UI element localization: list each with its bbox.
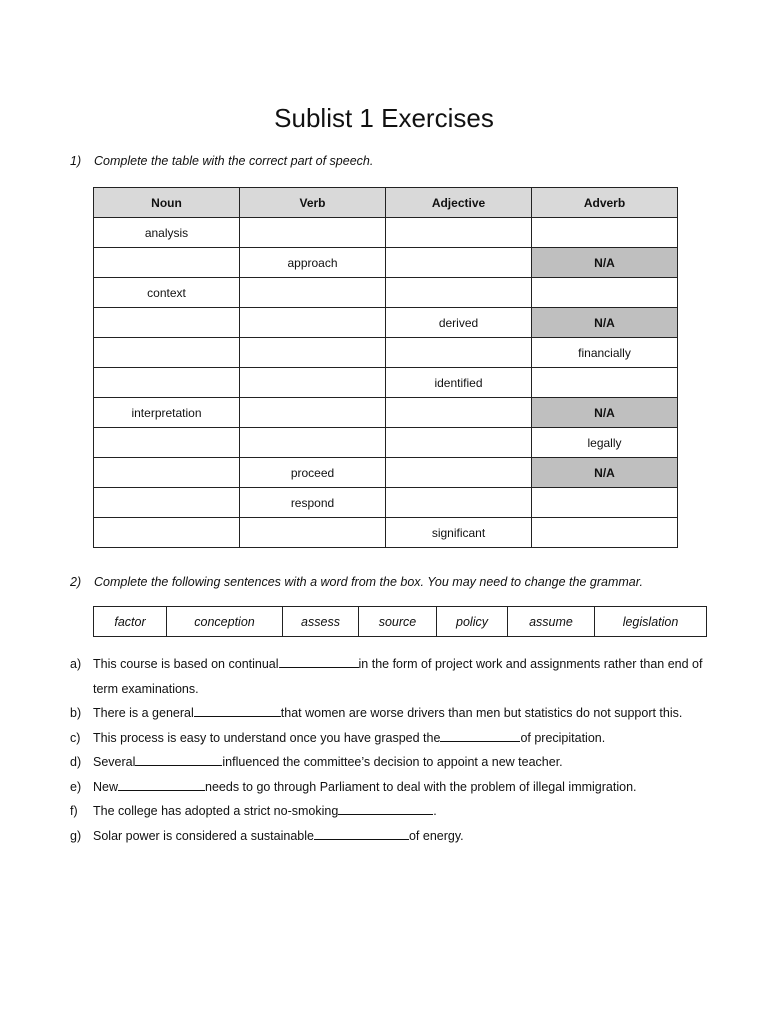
word-box-item: legislation bbox=[595, 607, 707, 637]
table-row bbox=[94, 308, 678, 338]
table-cell-adverb[interactable] bbox=[532, 488, 678, 518]
table-row bbox=[94, 398, 678, 428]
table-cell-verb[interactable] bbox=[240, 368, 386, 398]
question-text: Complete the table with the correct part of speech. bbox=[94, 154, 374, 168]
answer-blank[interactable] bbox=[314, 826, 409, 840]
table-header-row bbox=[94, 188, 678, 218]
word-box-item: assume bbox=[508, 607, 595, 637]
table-cell-noun[interactable] bbox=[94, 248, 240, 278]
answer-blank[interactable] bbox=[338, 801, 433, 815]
table-cell-noun[interactable] bbox=[94, 338, 240, 368]
table-row bbox=[94, 248, 678, 278]
header-noun: Noun bbox=[94, 188, 240, 218]
table-cell-verb[interactable] bbox=[240, 278, 386, 308]
sentence-label: b) bbox=[70, 706, 82, 720]
table-cell-adjective[interactable] bbox=[386, 428, 532, 458]
question-number: 2) bbox=[70, 575, 82, 589]
sentence-text-after: influenced the committee’s decision to appoint a new teacher. bbox=[222, 755, 563, 769]
word-box-item: source bbox=[359, 607, 437, 637]
sentence-item bbox=[70, 775, 710, 800]
sentence-label: f) bbox=[70, 804, 78, 818]
table-cell-adjective: derived bbox=[386, 308, 532, 338]
table-cell-adverb: legally bbox=[532, 428, 678, 458]
table-cell-verb: approach bbox=[240, 248, 386, 278]
sentence-text-before: This process is easy to understand once you have grasped the bbox=[93, 730, 441, 745]
sentence-list bbox=[70, 652, 710, 848]
sentence-text-before: The college has adopted a strict no-smoking bbox=[93, 804, 339, 818]
word-box-item: assess bbox=[283, 607, 359, 637]
question-number: 1) bbox=[70, 154, 82, 168]
table-cell-verb[interactable] bbox=[240, 398, 386, 428]
table-cell-adjective: significant bbox=[386, 518, 532, 548]
sentence-text-after: of precipitation. bbox=[520, 730, 606, 745]
word-box-row bbox=[94, 607, 707, 637]
answer-blank[interactable] bbox=[279, 654, 359, 668]
word-box-item: policy bbox=[437, 607, 508, 637]
table-cell-verb[interactable] bbox=[240, 338, 386, 368]
header-adjective: Adjective bbox=[386, 188, 532, 218]
table-cell-noun[interactable] bbox=[94, 488, 240, 518]
sentence-text-after: needs to go through Parliament to deal with the problem of illegal immigration. bbox=[205, 779, 637, 794]
word-box bbox=[93, 606, 707, 637]
sentence-label: a) bbox=[70, 657, 82, 671]
sentence-text-after: . bbox=[433, 804, 437, 818]
table-cell-adverb: N/A bbox=[532, 398, 678, 428]
sentence-text-after: that women are worse drivers than men but statistics do not support this. bbox=[280, 706, 683, 720]
table-row bbox=[94, 278, 678, 308]
sentence-item bbox=[70, 652, 710, 701]
answer-blank[interactable] bbox=[194, 703, 281, 717]
sentence-label: c) bbox=[70, 730, 81, 745]
table-cell-adjective[interactable] bbox=[386, 248, 532, 278]
table-cell-adjective[interactable] bbox=[386, 218, 532, 248]
table-cell-adverb: N/A bbox=[532, 248, 678, 278]
table-cell-adverb: N/A bbox=[532, 458, 678, 488]
table-cell-adjective: identified bbox=[386, 368, 532, 398]
header-adverb: Adverb bbox=[532, 188, 678, 218]
table-cell-adjective[interactable] bbox=[386, 398, 532, 428]
sentence-text-before: There is a general bbox=[93, 706, 194, 720]
table-cell-adverb[interactable] bbox=[532, 278, 678, 308]
table-row bbox=[94, 428, 678, 458]
part-of-speech-table bbox=[93, 187, 678, 548]
question-2 bbox=[70, 575, 643, 589]
table-cell-adjective[interactable] bbox=[386, 338, 532, 368]
answer-blank[interactable] bbox=[118, 777, 205, 791]
sentence-text-before: Several bbox=[93, 755, 136, 769]
table-cell-verb[interactable] bbox=[240, 428, 386, 458]
answer-blank[interactable] bbox=[440, 728, 520, 742]
table-row bbox=[94, 218, 678, 248]
sentence-item bbox=[70, 701, 710, 726]
table-cell-noun[interactable] bbox=[94, 458, 240, 488]
table-cell-noun: interpretation bbox=[94, 398, 240, 428]
table-cell-noun[interactable] bbox=[94, 428, 240, 458]
sentence-text-before: This course is based on continual bbox=[93, 657, 279, 671]
table-cell-noun[interactable] bbox=[94, 368, 240, 398]
table-cell-noun: analysis bbox=[94, 218, 240, 248]
sentence-text-after: of energy. bbox=[408, 828, 464, 843]
word-box-item: factor bbox=[94, 607, 167, 637]
table-cell-noun[interactable] bbox=[94, 518, 240, 548]
sentence-label: e) bbox=[70, 779, 82, 794]
table-cell-adverb: N/A bbox=[532, 308, 678, 338]
table-cell-verb[interactable] bbox=[240, 518, 386, 548]
table-cell-adverb[interactable] bbox=[532, 218, 678, 248]
sentence-label: d) bbox=[70, 755, 82, 769]
sentence-item bbox=[70, 799, 710, 824]
sentence-item bbox=[70, 726, 710, 751]
table-cell-adverb[interactable] bbox=[532, 518, 678, 548]
table-cell-noun: context bbox=[94, 278, 240, 308]
page-title: Sublist 1 Exercises bbox=[274, 103, 494, 133]
header-verb: Verb bbox=[240, 188, 386, 218]
table-cell-adverb: financially bbox=[532, 338, 678, 368]
sentence-label: g) bbox=[70, 828, 82, 843]
table-row bbox=[94, 368, 678, 398]
sentence-text-after: in the form of project work and assignments rather than end of term examinations. bbox=[93, 657, 703, 696]
sentence-item bbox=[70, 824, 710, 849]
table-cell-adverb[interactable] bbox=[532, 368, 678, 398]
table-cell-adjective[interactable] bbox=[386, 278, 532, 308]
table-row bbox=[94, 338, 678, 368]
sentence-text-before: New bbox=[93, 779, 119, 794]
table-cell-adjective[interactable] bbox=[386, 488, 532, 518]
table-cell-verb: respond bbox=[240, 488, 386, 518]
table-row bbox=[94, 488, 678, 518]
sentence-item bbox=[70, 750, 710, 775]
question-1 bbox=[70, 154, 373, 168]
table-cell-adjective[interactable] bbox=[386, 458, 532, 488]
table-cell-noun[interactable] bbox=[94, 308, 240, 338]
table-cell-verb[interactable] bbox=[240, 308, 386, 338]
sentence-text-before: Solar power is considered a sustainable bbox=[93, 828, 314, 843]
table-row bbox=[94, 518, 678, 548]
table-row bbox=[94, 458, 678, 488]
table-cell-verb[interactable] bbox=[240, 218, 386, 248]
answer-blank[interactable] bbox=[135, 752, 222, 766]
table-cell-verb: proceed bbox=[240, 458, 386, 488]
question-text: Complete the following sentences with a word from the box. You may need to change the grammar. bbox=[94, 575, 643, 589]
word-box-item: conception bbox=[167, 607, 283, 637]
